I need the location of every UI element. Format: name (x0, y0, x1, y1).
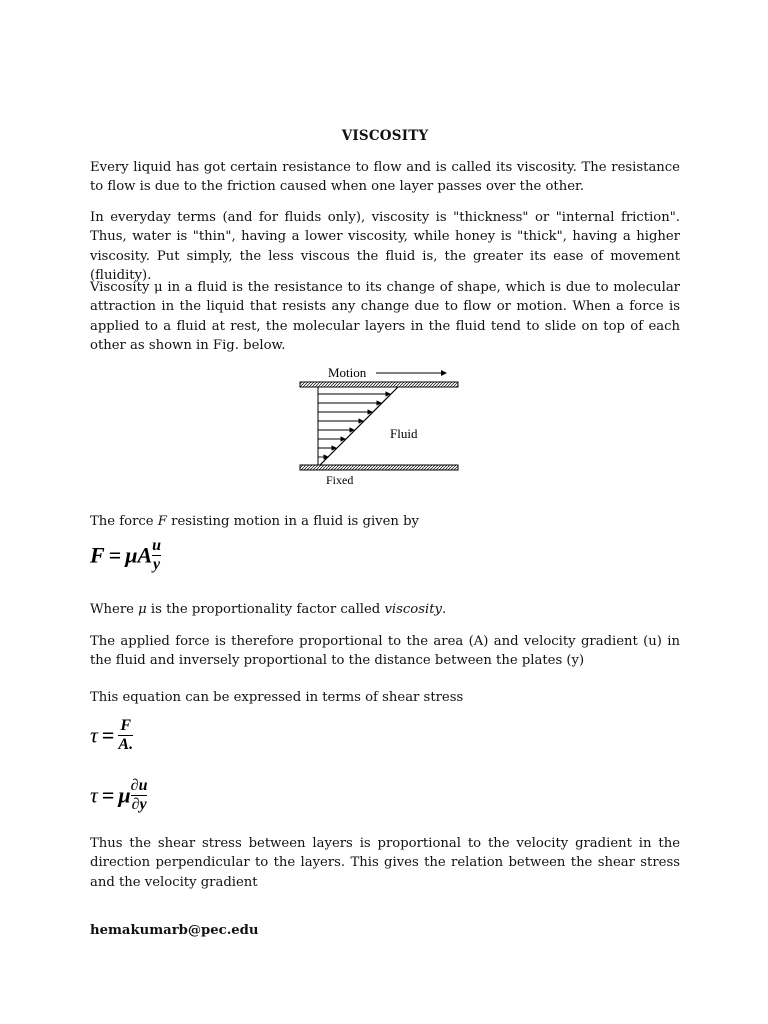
viscosity-term: viscosity (384, 602, 442, 617)
page-title: VISCOSITY (341, 128, 429, 144)
force-intro-text: The force (90, 514, 158, 529)
motion-label: Motion (328, 365, 367, 380)
equation-shear-stress-area (90, 718, 133, 753)
eq3-coefficient: μ (118, 782, 131, 808)
velocity-arrows (318, 394, 390, 457)
force-variable: F (157, 514, 167, 529)
velocity-profile-diagram (298, 362, 468, 486)
eq3-denominator: ∂y (131, 796, 147, 813)
eq1-fraction (152, 538, 161, 573)
paragraph-molecular-layers: Viscosity μ in a fluid is the resistance to its change of shape, which is due to molecular attraction in the liquid that resists any change due to flow or motion. When a force is applied to a fluid at rest, the molecular layers in the fluid tend to slide on top of each other as shown in Fig. below. (90, 280, 680, 353)
paragraph-force-intro (90, 512, 680, 531)
eq1-lhs: F (90, 542, 105, 568)
paragraph-definition: Every liquid has got certain resistance to flow and is called its viscosity. The resistance to flow is due to the friction caused when one layer passes over the other. (90, 160, 680, 195)
eq3-fraction (131, 778, 148, 813)
mu-variable: μ (138, 602, 147, 617)
equation-force (90, 538, 161, 573)
paragraph-shear-stress-intro: This equation can be expressed in terms of shear stress (90, 690, 464, 705)
fixed-label: Fixed (326, 473, 354, 486)
moving-plate (300, 382, 458, 387)
eq1-denominator: y (153, 556, 161, 573)
paragraph-where-mu (90, 600, 680, 619)
eq1-equals: = (108, 542, 122, 568)
eq2-equals: = (101, 722, 115, 748)
eq2-lhs: τ (90, 722, 98, 748)
where-text-end: . (441, 602, 447, 617)
eq3-numerator: ∂u (130, 777, 148, 794)
eq1-numerator: u (152, 537, 162, 554)
paragraph-conclusion: Thus the shear stress between layers is proportional to the velocity gradient in the direction perpendicular to the layers. This gives the relation between the shear stress and the velocity gradient (90, 836, 680, 890)
eq2-denominator: A. (118, 736, 134, 753)
viscosity-figure (298, 362, 468, 490)
author-email: hemakumarb@pec.edu (90, 923, 259, 938)
paragraph-applied-force: The applied force is therefore proportional to the area (A) and velocity gradient (u) in the fluid and inversely proportional to the distance between the plates (y) (90, 634, 680, 669)
eq1-coefficient: μA (125, 542, 153, 568)
equation-shear-stress-gradient (90, 778, 147, 813)
fixed-plate (300, 465, 458, 470)
eq3-lhs: τ (90, 782, 98, 808)
eq3-equals: = (101, 782, 115, 808)
eq2-numerator: F (120, 717, 132, 734)
force-intro-text-end: resisting motion in a fluid is given by (166, 514, 420, 529)
velocity-profile-line (320, 387, 398, 465)
where-text-mid: is the proportionality factor called (146, 602, 385, 617)
eq2-fraction (118, 718, 133, 753)
fluid-label: Fluid (390, 426, 418, 441)
where-text: Where (90, 602, 139, 617)
paragraph-everyday-terms: In everyday terms (and for fluids only), viscosity is "thickness" or "internal friction". Thus, water is "thin", having a lower viscosity, while honey is "thick", having a higher viscosity. Put simply, the less viscous the fluid is, the greater its ease of movement (fluidity). (90, 210, 680, 283)
